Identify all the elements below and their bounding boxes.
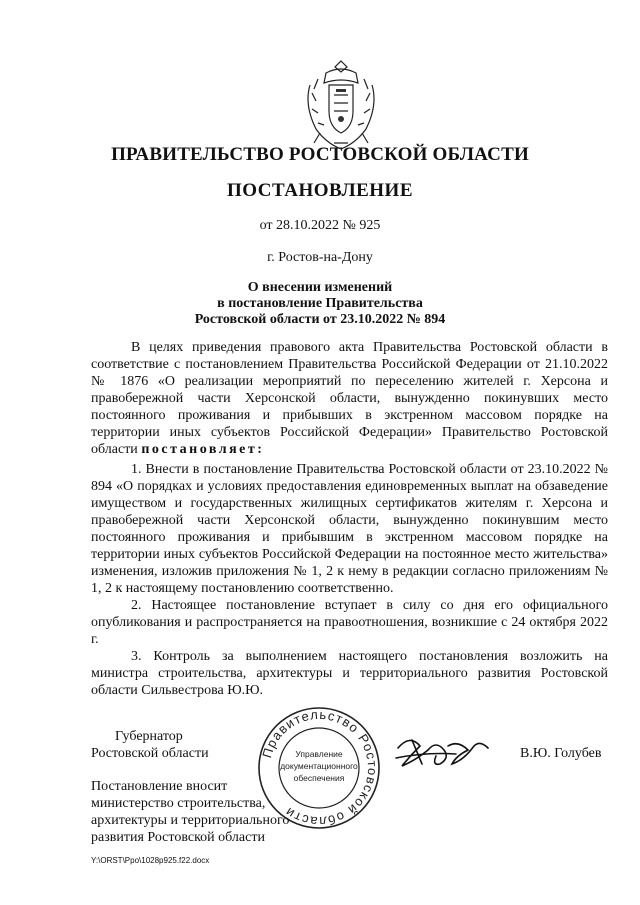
organization-title: ПРАВИТЕЛЬСТВО РОСТОВСКОЙ ОБЛАСТИ xyxy=(111,144,529,165)
item-1: 1. Внести в постановление Правительства Ростовской области от 23.10.2022 № 894 «О порядках и условиях предоставления единовременных выплат на обзаведение имуществом и государственных жилищных сертификатов жителям г. Херсона и правобережной части Херсонской области, вынужденно покинувшим место постоянного проживания и прибывшим в экстренном массовом порядке на территории иных субъектов Российской Федерации на постоянное место жительства» изменения, изложив приложения № 1, 2 к нему в редакции согласно приложениям № 1, 2 к настоящему постановлению соответственно. xyxy=(91,462,608,596)
submitter-line-2: министерство строительства, xyxy=(91,796,266,811)
resolves-word: постановляет: xyxy=(141,442,265,457)
subject-block xyxy=(0,280,640,328)
document-type-title: ПОСТАНОВЛЕНИЕ xyxy=(226,180,414,201)
coat-of-arms-icon xyxy=(296,55,386,155)
subject-line-1: О внесении изменений xyxy=(247,280,393,295)
item-2: 2. Настоящее постановление вступает в силу со дня его официального опубликования и распространяется на правоотношения, возникшие с 24 октября 2022 г. xyxy=(91,598,608,647)
submitter-line-1: Постановление вносит xyxy=(91,779,228,794)
governor-position-line2: Ростовской области xyxy=(91,746,209,761)
subject-line-2: в постановление Правительства xyxy=(217,296,423,311)
items-block xyxy=(91,461,608,699)
stamp-outer-text: Правительство Ростовской области xyxy=(259,706,381,830)
handwritten-signature-icon xyxy=(392,728,504,776)
preamble xyxy=(91,339,608,458)
stamp-inner-line3: обеспечения xyxy=(293,773,345,783)
subject-line-3: Ростовской области от 23.10.2022 № 894 xyxy=(194,312,446,327)
governor-name: В.Ю. Голубев xyxy=(520,746,602,761)
item-3: 3. Контроль за выполнением настоящего постановления возложить на министра строительства, архитектуры и территориального развития Ростовской области Сильвестрова Ю.Ю. xyxy=(91,649,608,698)
stamp-inner-line1: Управление xyxy=(295,749,343,759)
city: г. Ростов-на-Дону xyxy=(267,250,373,265)
preamble-text: В целях приведения правового акта Правительства Ростовской области в соответствие с постановлением Правительства Российской Федерации от 21.10.2022 № 1876 «О реализации мероприятий по переселению жителей г. Херсона и правобережной части Херсонской области, вынужденно покинувших место постоянного проживания и прибывших в экстренном массовом порядке на территории иных субъектов Российской Федерации» Правительство Ростовской области xyxy=(91,340,608,457)
submitter-line-3: архитектуры и территориального xyxy=(91,813,290,828)
date-number: от 28.10.2022 № 925 xyxy=(259,218,381,233)
submitter-line-4: развития Ростовской области xyxy=(91,830,265,845)
governor-position-line1: Губернатор xyxy=(115,729,183,744)
stamp-inner-line2: документационного xyxy=(280,761,358,771)
file-path: Y:\ORST\Ppo\1028p925.f22.docx xyxy=(91,856,210,865)
submitter-block xyxy=(91,778,289,846)
